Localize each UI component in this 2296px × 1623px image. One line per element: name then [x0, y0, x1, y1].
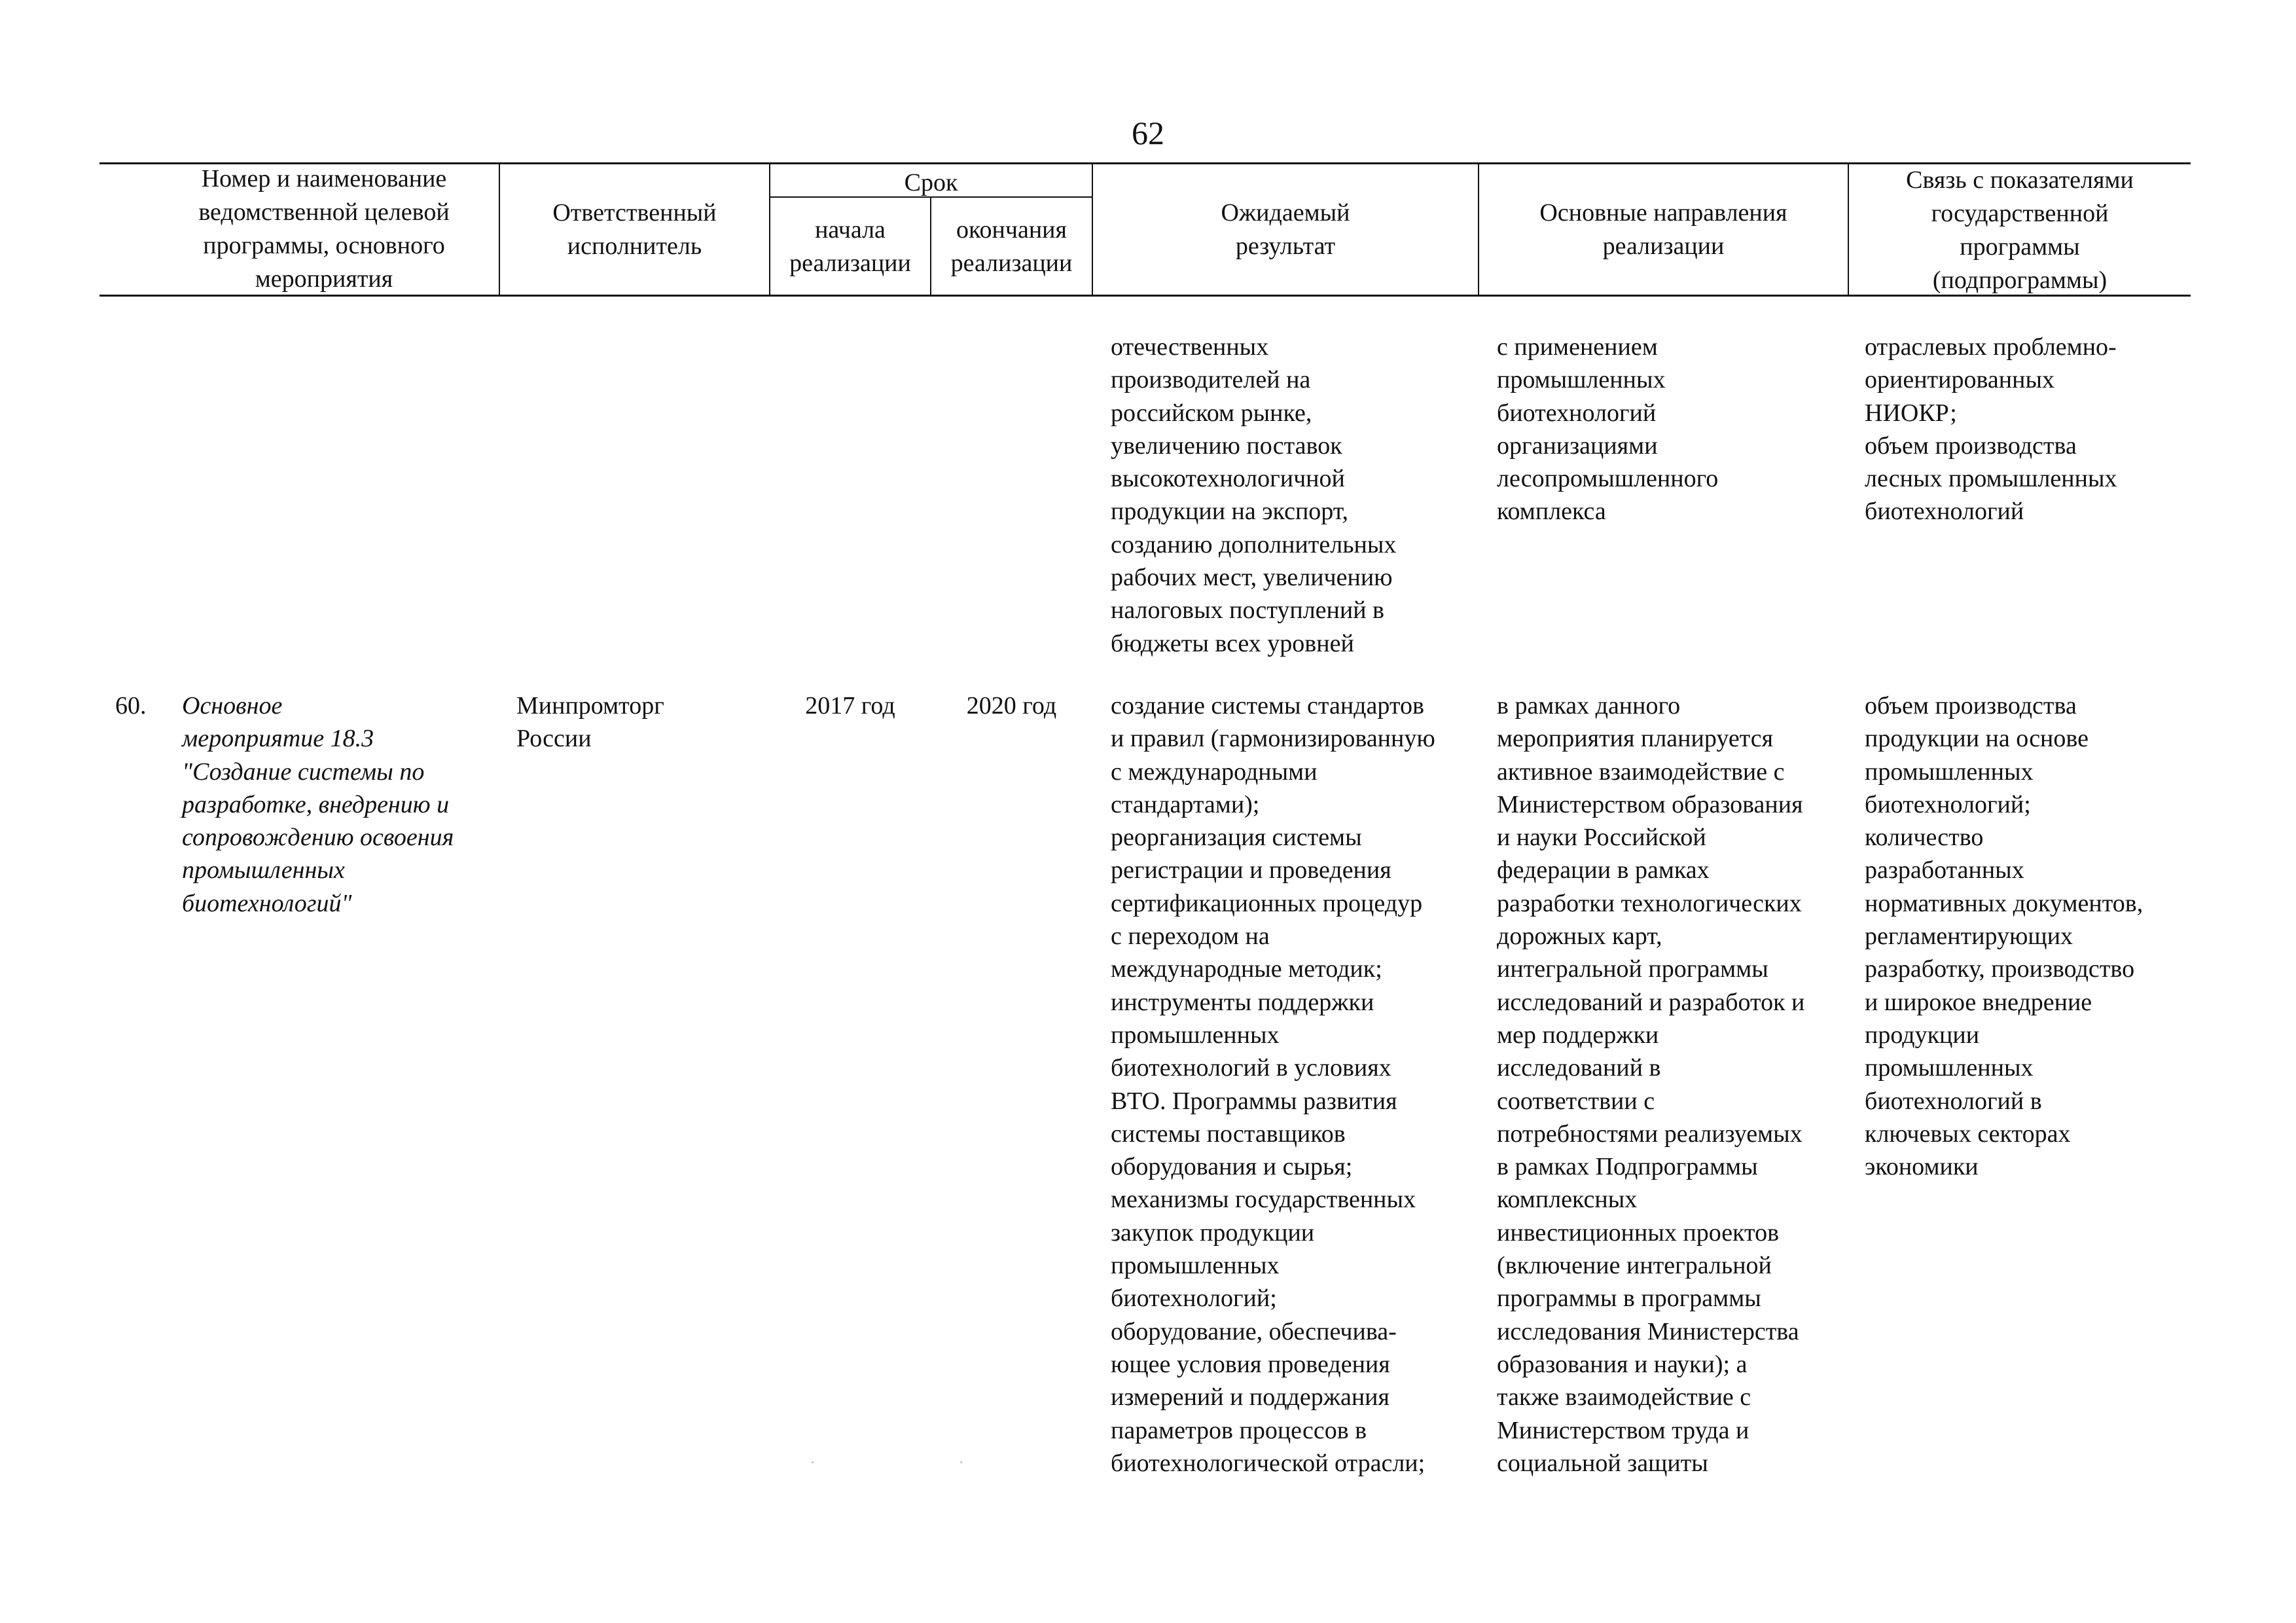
row-expected-result: создание системы стандартов и правил (гармонизированную с международными стандартами); реорганизация системы регистрации и проведения сертификационных процедур с переходом на международные методик; инструменты поддержки промышленных биотехнологий в условиях ВТО. Программы развития системы поставщиков оборудования и сырья; механизмы государственных закупок продукции промышленных биотехнологий; оборудование, обеспечива- ющее условия проведения измерений и поддержания параметров процессов в биотехнологической отрасли;	[1111, 692, 1435, 1477]
row-executor: Минпромторг России	[516, 692, 664, 753]
continuation-result: отечественных производителей на российском рынке, увеличению поставок высокотехнологичной продукции на экспорт, созданию дополнительных рабочих мест, увеличению налоговых поступлений в бюджеты всех уровней	[1111, 333, 1397, 657]
scan-speck	[960, 1461, 962, 1463]
row-program-name: Основное мероприятие 18.3 "Создание системы по разработке, внедрению и сопровождению освоения промышленных биотехнологий"	[182, 692, 454, 917]
header-term: Срок	[904, 169, 958, 196]
row-start-year: 2017 год	[805, 692, 895, 720]
scan-speck	[812, 1461, 814, 1463]
header-expected-result: Ожидаемый результат	[1221, 199, 1350, 260]
page-number: 62	[1132, 115, 1164, 151]
continuation-directions: с применением промышленных биотехнологий организациями лесопромышленного комплекса	[1497, 333, 1719, 526]
continuation-indicators: отраслевых проблемно- ориентированных НИОКР; объем производства лесных промышленных биотехнологий	[1865, 333, 2117, 526]
header-term-start: начала реализации	[789, 216, 911, 277]
header-term-end: окончания реализации	[950, 216, 1073, 277]
row-directions: в рамках данного мероприятия планируется активное взаимодействие с Министерством образования и науки Российской федерации в рамках разработки технологических дорожных карт, интегральной программы исследований и разработок и мер поддержки исследований в соответствии с потребностями реализуемых в рамках Подпрограммы комплексных инвестиционных проектов (включение интегральной программы в программы исследования Министерства образования и науки); а также взаимодействие с Министерством труда и социальной защиты	[1497, 692, 1805, 1477]
header-program-name: Номер и наименование ведомственной целевой программы, основного мероприятия	[198, 165, 450, 293]
header-indicators: Связь с показателями государственной программы (подпрограммы)	[1906, 166, 2134, 294]
row-end-year: 2020 год	[966, 692, 1057, 720]
row-indicators: объем производства продукции на основе промышленных биотехнологий; количество разработанных нормативных документов, регламентирующих разработку, производство и широкое внедрение продукции промышленных биотехнологий в ключевых секторах экономики	[1865, 692, 2144, 1181]
header-directions: Основные направления реализации	[1539, 199, 1787, 260]
header-executor: Ответственный исполнитель	[552, 199, 717, 260]
row-number: 60.	[115, 692, 147, 720]
